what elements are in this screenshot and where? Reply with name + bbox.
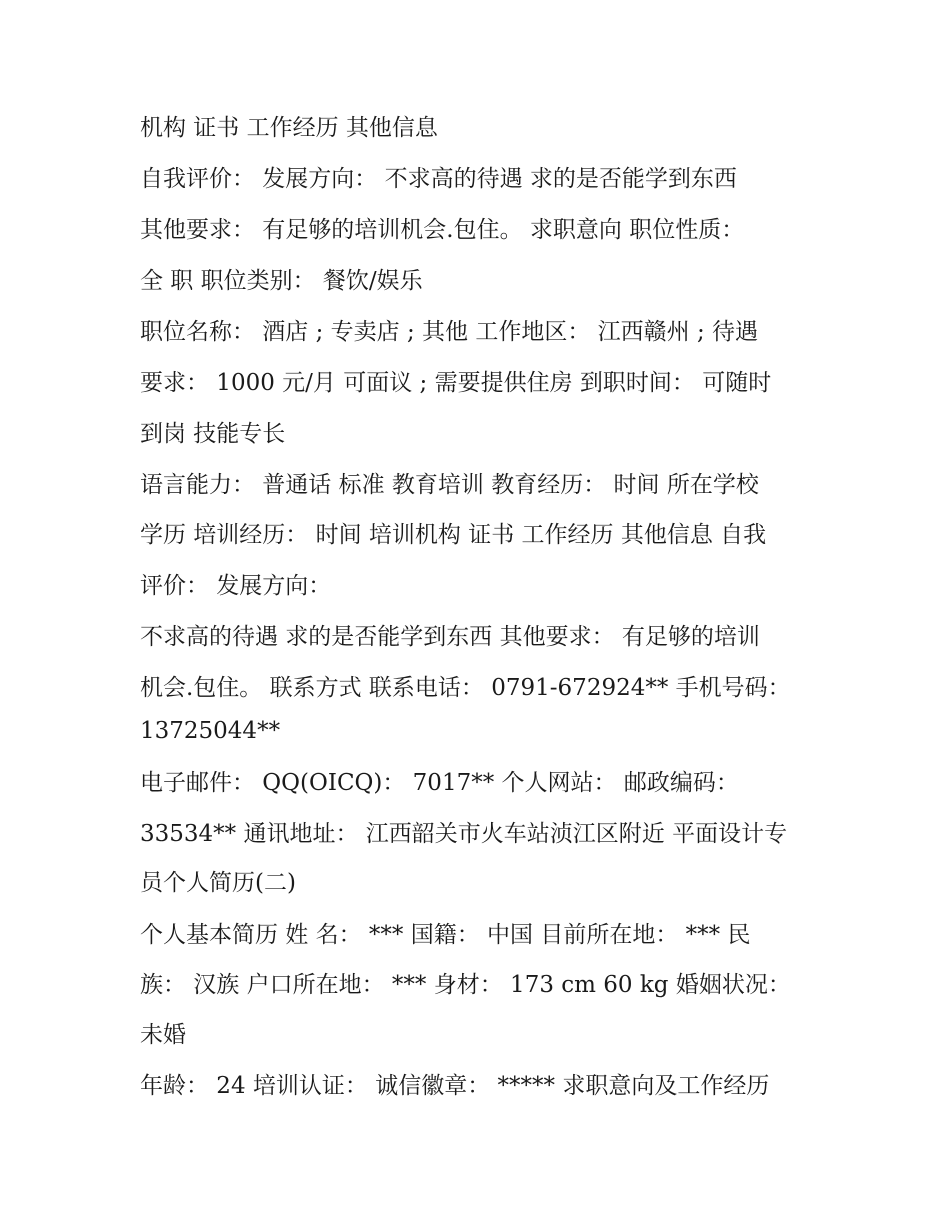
text-line: 职位名称： 酒店 ; 专卖店 ; 其他 工作地区： 江西赣州 ; 待遇 — [140, 319, 759, 345]
text-line: 电子邮件： QQ(OICQ)： 7017** 个人网站： 邮政编码： — [140, 770, 739, 796]
text-line: 其他要求： 有足够的培训机会.包住。 求职意向 职位性质： — [140, 217, 745, 243]
text-line: 学历 培训经历： 时间 培训机构 证书 工作经历 其他信息 自我 — [140, 522, 767, 548]
text-line: 个人基本简历 姓 名： *** 国籍： 中国 目前所在地： *** 民 — [140, 922, 751, 948]
text-line: 自我评价： 发展方向： 不求高的待遇 求的是否能学到东西 — [140, 166, 737, 192]
text-line: 全 职 职位类别： 餐饮/娱乐 — [140, 268, 423, 294]
text-line: 不求高的待遇 求的是否能学到东西 其他要求： 有足够的培训 — [140, 624, 760, 650]
text-line: 年龄： 24 培训认证： 诚信徽章： ***** 求职意向及工作经历 — [140, 1073, 770, 1099]
text-line: 13725044** — [140, 718, 281, 744]
text-line: 要求： 1000 元/月 可面议 ; 需要提供住房 到职时间： 可随时 — [140, 370, 772, 396]
text-line: 族： 汉族 户口所在地： *** 身材： 173 cm 60 kg 婚姻状况： — [140, 972, 791, 998]
text-line: 到岗 技能专长 — [140, 421, 286, 447]
text-line: 33534** 通讯地址： 江西韶关市火车站浈江区附近 平面设计专 — [140, 821, 788, 847]
text-line: 未婚 — [140, 1022, 186, 1048]
text-line: 评价： 发展方向： — [140, 573, 332, 599]
text-line: 语言能力： 普通话 标准 教育培训 教育经历： 时间 所在学校 — [140, 472, 759, 498]
text-line: 机会.包住。 联系方式 联系电话： 0791-672924** 手机号码： — [140, 675, 791, 701]
text-line: 机构 证书 工作经历 其他信息 — [140, 115, 438, 141]
text-line: 员个人简历(二) — [140, 870, 296, 896]
